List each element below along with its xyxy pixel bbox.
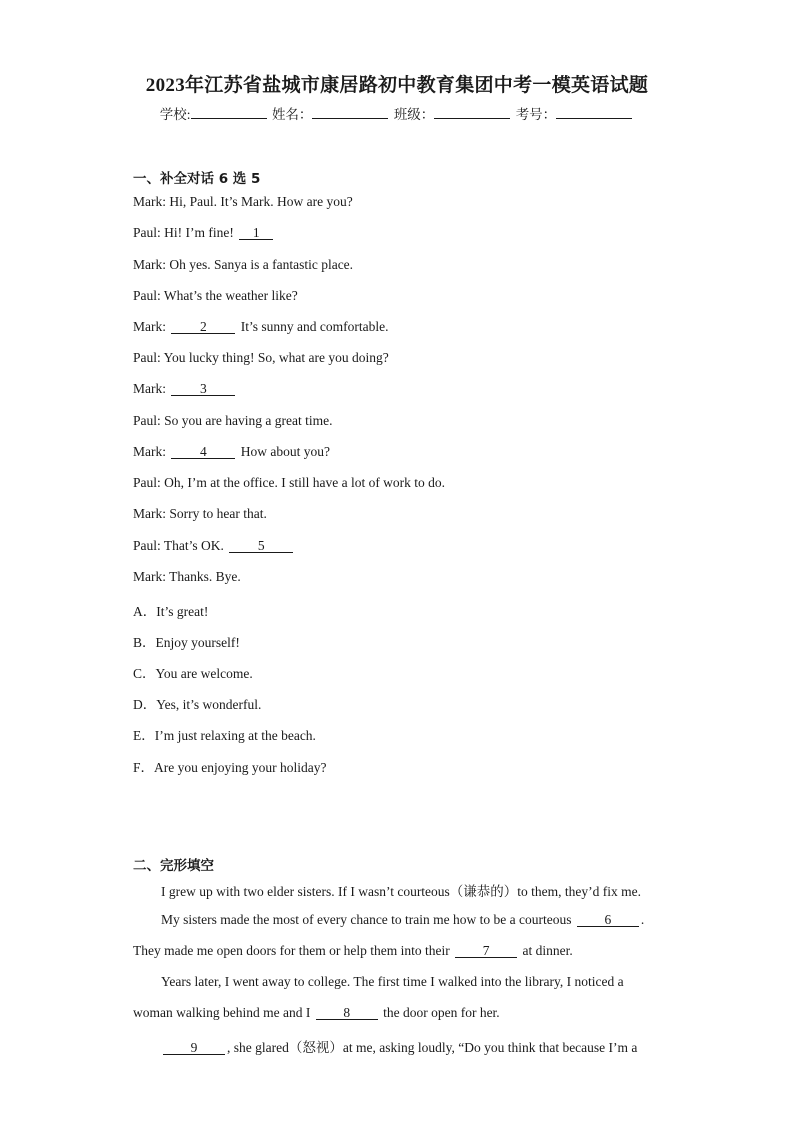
passage-text: the door open for her. [379,1005,500,1020]
option-c: C．You are welcome. [133,666,253,681]
answer-blank-3[interactable]: 3 [171,382,235,396]
dialogue-text: Paul: So you are having a great time. [133,413,333,428]
dialogue-line [133,381,237,397]
dialogue-text: Mark: [133,444,170,459]
passage-line [133,1005,500,1021]
passage-text: at dinner. [519,943,573,958]
passage-line [133,943,573,959]
option-b: B．Enjoy yourself! [133,635,240,650]
passage-text: They made me open doors for them or help them into their [133,943,454,958]
name-blank[interactable] [312,106,388,119]
student-info-line [0,103,794,123]
option-e: E．I’m just relaxing at the beach. [133,728,316,743]
passage-line [161,1036,637,1056]
dialogue-line [133,444,330,460]
exam-number-label: 考号： [515,107,557,122]
answer-blank-4[interactable]: 4 [171,445,235,459]
passage-line [161,880,641,900]
answer-blank-6[interactable]: 6 [577,913,639,927]
dialogue-text: Mark: Hi, Paul. It’s Mark. How are you? [133,194,353,209]
passage-line [161,974,624,990]
exam-number-blank[interactable] [556,106,632,119]
page-title: 2023年江苏省盐城市康居路初中教育集团中考一模英语试题 [145,75,649,96]
dialogue-text: Mark: [133,319,170,334]
school-blank[interactable] [191,106,267,119]
dialogue-line [133,194,353,210]
option-a: A．It’s great! [133,604,209,619]
dialogue-text: Paul: Hi! I’m fine! [133,225,238,240]
dialogue-line [133,288,298,304]
dialogue-line [133,475,445,491]
answer-blank-9[interactable]: 9 [163,1041,225,1055]
passage-text: I grew up with two elder sisters. If I wasn’t courteous（谦恭的）to them, they’d fix me. [161,884,642,899]
dialogue-line [133,538,295,554]
passage-text: My sisters made the most of every chance to train me how to be a courteous [161,912,575,927]
class-label: 班级： [393,107,435,122]
dialogue-line [133,413,332,429]
passage-text: , she glared（怒视）at me, asking loudly, “Do you think that because I’m a [227,1040,638,1055]
dialogue-line [133,319,388,335]
dialogue-text: Mark: Thanks. Bye. [133,569,241,584]
passage-text: . [640,912,645,927]
dialogue-text: Paul: That’s OK. [133,538,228,553]
dialogue-text: Mark: [133,381,170,396]
answer-blank-7[interactable]: 7 [455,944,517,958]
answer-blank-1[interactable]: 1 [239,226,273,240]
dialogue-text: Paul: You lucky thing! So, what are you doing? [133,350,389,365]
section-heading-dialogue: 一、补全对话 6 选 5 [133,171,261,187]
dialogue-line [133,257,353,273]
option-f: F．Are you enjoying your holiday? [133,760,327,775]
passage-text: Years later, I went away to college. The first time I walked into the library, I noticed a [161,974,624,989]
dialogue-text: It’s sunny and comfortable. [237,319,389,334]
school-label: 学校: [159,107,191,122]
dialogue-text: Mark: Oh yes. Sanya is a fantastic place. [133,257,354,272]
class-blank[interactable] [434,106,510,119]
answer-blank-5[interactable]: 5 [229,539,293,553]
answer-blank-2[interactable]: 2 [171,320,235,334]
dialogue-line [133,350,389,366]
passage-line [161,912,644,928]
dialogue-line [133,569,241,585]
name-label: 姓名： [271,107,313,122]
dialogue-text: Mark: Sorry to hear that. [133,506,267,521]
dialogue-text: How about you? [237,444,330,459]
dialogue-text: Paul: Oh, I’m at the office. I still have a lot of work to do. [133,475,446,490]
section-heading-cloze: 二、完形填空 [133,858,214,874]
option-d: D．Yes, it’s wonderful. [133,697,262,712]
passage-text: woman walking behind me and I [133,1005,314,1020]
dialogue-text: Paul: What’s the weather like? [133,288,298,303]
dialogue-line [133,225,275,241]
answer-blank-8[interactable]: 8 [316,1006,378,1020]
dialogue-line [133,506,267,522]
